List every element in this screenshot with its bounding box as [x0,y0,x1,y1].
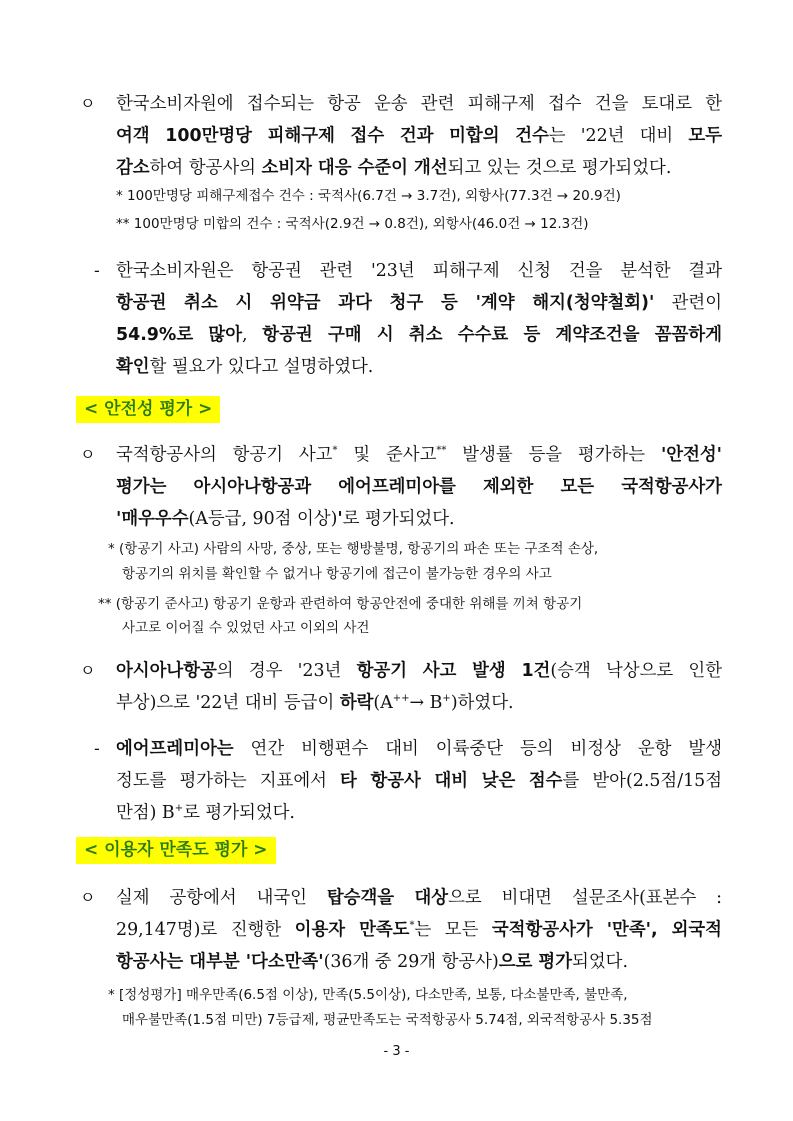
circle-bullet: ㅇ [80,94,96,113]
text-line: 한국소비자원은 항공권 관련 '23년 피해구제 신청 건을 분석한 결과 [116,261,722,281]
section-heading-satisfaction: < 이용자 만족도 평가 > [76,837,276,864]
page-number: - 3 - [383,1044,410,1059]
text-line: 54.9%로 많아, 항공권 구매 시 취소 수수료 등 계약조건을 꼼꼼하게 [116,325,722,345]
text-line: 확인할 필요가 있다고 설명하였다. [116,357,374,377]
footnote: * 100만명당 피해구제접수 건수 : 국적사(6.7건 → 3.7건), 외항사(77.3건 → 20.9건) [116,188,621,204]
text-line: 감소하여 항공사의 소비자 대응 수준이 개선되고 있는 것으로 평가되었다. [116,158,672,178]
text-line: 실제 공항에서 내국인 탑승객을 대상으로 비대면 설문조사(표본수 : [116,888,722,908]
paragraph-complaint-rates [80,88,722,184]
text-line: 여객 100만명당 피해구제 접수 건과 미합의 건수는 '22년 대비 모두 [116,126,722,146]
text-line: 평가는 아시아나항공과 에어프레미아를 제외한 모든 국적항공사가 [116,477,722,497]
paragraph-refund-disputes [80,255,722,383]
text-line: 29,147명)로 진행한 이용자 만족도*는 모든 국적항공사가 '만족', 외국적 [116,920,722,940]
text-line: '매우우수(A등급, 90점 이상)'로 평가되었다. [116,509,455,529]
paragraph-asiana [80,655,722,719]
footnote: 사고로 이어질 수 있었던 사고 이외의 사건 [122,620,370,636]
circle-bullet: ㅇ [80,445,96,464]
text-line: 한국소비자원에 접수되는 항공 운송 관련 피해구제 접수 건을 토대로 한 [116,94,722,114]
dash-bullet: - [94,261,100,280]
text-line: 국적항공사의 항공기 사고* 및 준사고** 발생률 등을 평가하는 '안전성' [116,445,722,465]
paragraph-satisfaction [80,882,722,978]
text-line: 아시아나항공의 경우 '23년 항공기 사고 발생 1건(승객 낙상으로 인한 [116,661,722,681]
text-line: 부상)으로 '22년 대비 등급이 하락(A++→ B+)하였다. [116,693,514,713]
paragraph-airpremia [80,733,722,829]
circle-bullet: ㅇ [80,888,96,907]
text-line: 정도를 평가하는 지표에서 타 항공사 대비 낮은 점수를 받아(2.5점/15점 [116,771,722,791]
section-heading-safety: < 안전성 평가 > [76,396,220,423]
text-line: 만점) B+로 평가되었다. [116,803,295,823]
footnote: * (항공기 사고) 사람의 사망, 중상, 또는 행방불명, 항공기의 파손 또는 구조적 손상, [108,541,599,557]
footnote: 매우불만족(1.5점 미만) 7등급제, 평균만족도는 국적항공사 5.74점, 외국적항공사 5.35점 [122,1012,653,1028]
text-line: 에어프레미아는 연간 비행편수 대비 이륙중단 등의 비정상 운항 발생 [116,739,722,759]
paragraph-safety-rating [80,439,722,535]
text-line: 항공사는 대부분 '다소만족'(36개 중 29개 항공사)으로 평가되었다. [116,952,628,972]
footnote: ** (항공기 준사고) 항공기 운항과 관련하여 항공안전에 중대한 위해를 끼쳐 항공기 [98,596,583,612]
footnote: 항공기의 위치를 확인할 수 없거나 항공기에 접근이 불가능한 경우의 사고 [122,566,552,582]
footnote: * [정성평가] 매우만족(6.5점 이상), 만족(5.5이상), 다소만족, 보통, 다소불만족, 불만족, [108,987,628,1003]
text-line: 항공권 취소 시 위약금 과다 청구 등 '계약 해지(청약철회)' 관련이 [116,293,722,313]
footnote: ** 100만명당 미합의 건수 : 국적사(2.9건 → 0.8건), 외항사(46.0건 → 12.3건) [116,216,589,232]
circle-bullet: ㅇ [80,661,96,680]
dash-bullet: - [94,739,100,758]
